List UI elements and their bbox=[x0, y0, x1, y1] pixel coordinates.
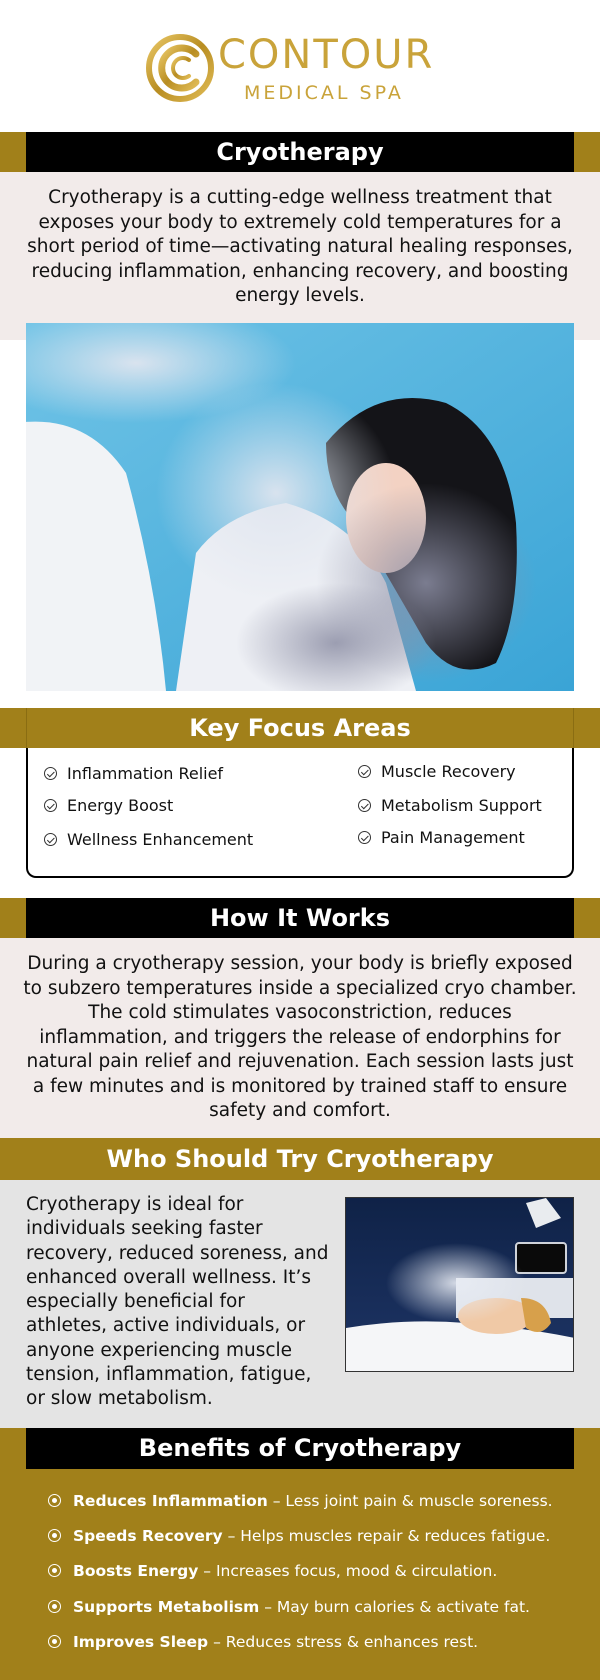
facial-cryo-photo bbox=[345, 1197, 574, 1372]
benefit-description: – Helps muscles repair & reduces fatigue. bbox=[222, 1527, 551, 1545]
benefit-item bbox=[48, 1598, 530, 1616]
focus-item bbox=[358, 796, 542, 815]
focus-label: Wellness Enhancement bbox=[67, 830, 254, 849]
cryotherapy-photo bbox=[26, 323, 574, 691]
section-title-focus: Key Focus Areas bbox=[189, 714, 411, 742]
who-text: Cryotherapy is ideal for individuals seeking faster recovery, reduced soreness, and enhanced overall wellness. It’s especially beneficial for athletes, active individuals, or anyone experiencing muscle tension, inflammation, fatigue, or slow metabolism. bbox=[26, 1194, 329, 1410]
benefit-item bbox=[48, 1492, 553, 1510]
focus-item bbox=[358, 762, 516, 781]
check-circle-icon bbox=[358, 831, 371, 844]
focus-item bbox=[358, 828, 525, 847]
check-circle-icon bbox=[44, 799, 57, 812]
focus-label: Metabolism Support bbox=[381, 796, 542, 815]
check-circle-icon bbox=[44, 767, 57, 780]
bullet-icon bbox=[48, 1600, 61, 1613]
focus-item bbox=[44, 796, 173, 815]
benefit-item bbox=[48, 1562, 497, 1580]
section-title-benefits: Benefits of Cryotherapy bbox=[26, 1428, 574, 1469]
check-circle-icon bbox=[44, 833, 57, 846]
benefit-description: – May burn calories & activate fat. bbox=[259, 1598, 530, 1616]
benefit-name: Improves Sleep bbox=[73, 1633, 209, 1651]
section-title-how: How It Works bbox=[26, 898, 574, 938]
section-title-who: Who Should Try Cryotherapy bbox=[0, 1138, 600, 1180]
brand-name: CONTOUR bbox=[218, 32, 435, 78]
intro-text: Cryotherapy is a cutting-edge wellness treatment that exposes your body to extremely cold temperatures for a short period of time—activating natural healing responses, reducing inflammation, enhancing recovery, and boosting energy levels. bbox=[27, 187, 573, 306]
benefit-description: – Less joint pain & muscle soreness. bbox=[267, 1492, 553, 1510]
benefit-name: Boosts Energy bbox=[73, 1562, 199, 1580]
brand-tagline: MEDICAL SPA bbox=[244, 82, 404, 104]
focus-item bbox=[44, 764, 223, 783]
focus-label: Inflammation Relief bbox=[67, 764, 224, 783]
logo-emblem-icon bbox=[144, 32, 216, 104]
focus-label: Pain Management bbox=[381, 828, 525, 847]
brand-logo bbox=[0, 28, 600, 108]
focus-label: Muscle Recovery bbox=[381, 762, 516, 781]
bullet-icon bbox=[48, 1564, 61, 1577]
benefit-name: Reduces Inflammation bbox=[73, 1492, 268, 1510]
bullet-icon bbox=[48, 1494, 61, 1507]
benefit-item bbox=[48, 1527, 550, 1545]
focus-item bbox=[44, 830, 253, 849]
check-circle-icon bbox=[358, 765, 371, 778]
benefit-name: Speeds Recovery bbox=[73, 1527, 223, 1545]
section-title-cryotherapy: Cryotherapy bbox=[26, 132, 574, 172]
bullet-icon bbox=[48, 1635, 61, 1648]
bullet-icon bbox=[48, 1529, 61, 1542]
benefit-description: – Reduces stress & enhances rest. bbox=[208, 1633, 479, 1651]
focus-label: Energy Boost bbox=[67, 796, 174, 815]
benefit-name: Supports Metabolism bbox=[73, 1598, 260, 1616]
benefit-description: – Increases focus, mood & circulation. bbox=[198, 1562, 498, 1580]
benefit-item bbox=[48, 1633, 478, 1651]
how-text: During a cryotherapy session, your body is briefly exposed to subzero temperatures inside a specialized cryo chamber. The cold stimulates vasoconstriction, reduces inflammation, and triggers the release of endorphins for natural pain relief and rejuvenation. Each session lasts just a few minutes and is monitored by trained staff to ensure safety and comfort. bbox=[23, 953, 577, 1121]
check-circle-icon bbox=[358, 799, 371, 812]
focus-areas-box bbox=[26, 748, 574, 878]
